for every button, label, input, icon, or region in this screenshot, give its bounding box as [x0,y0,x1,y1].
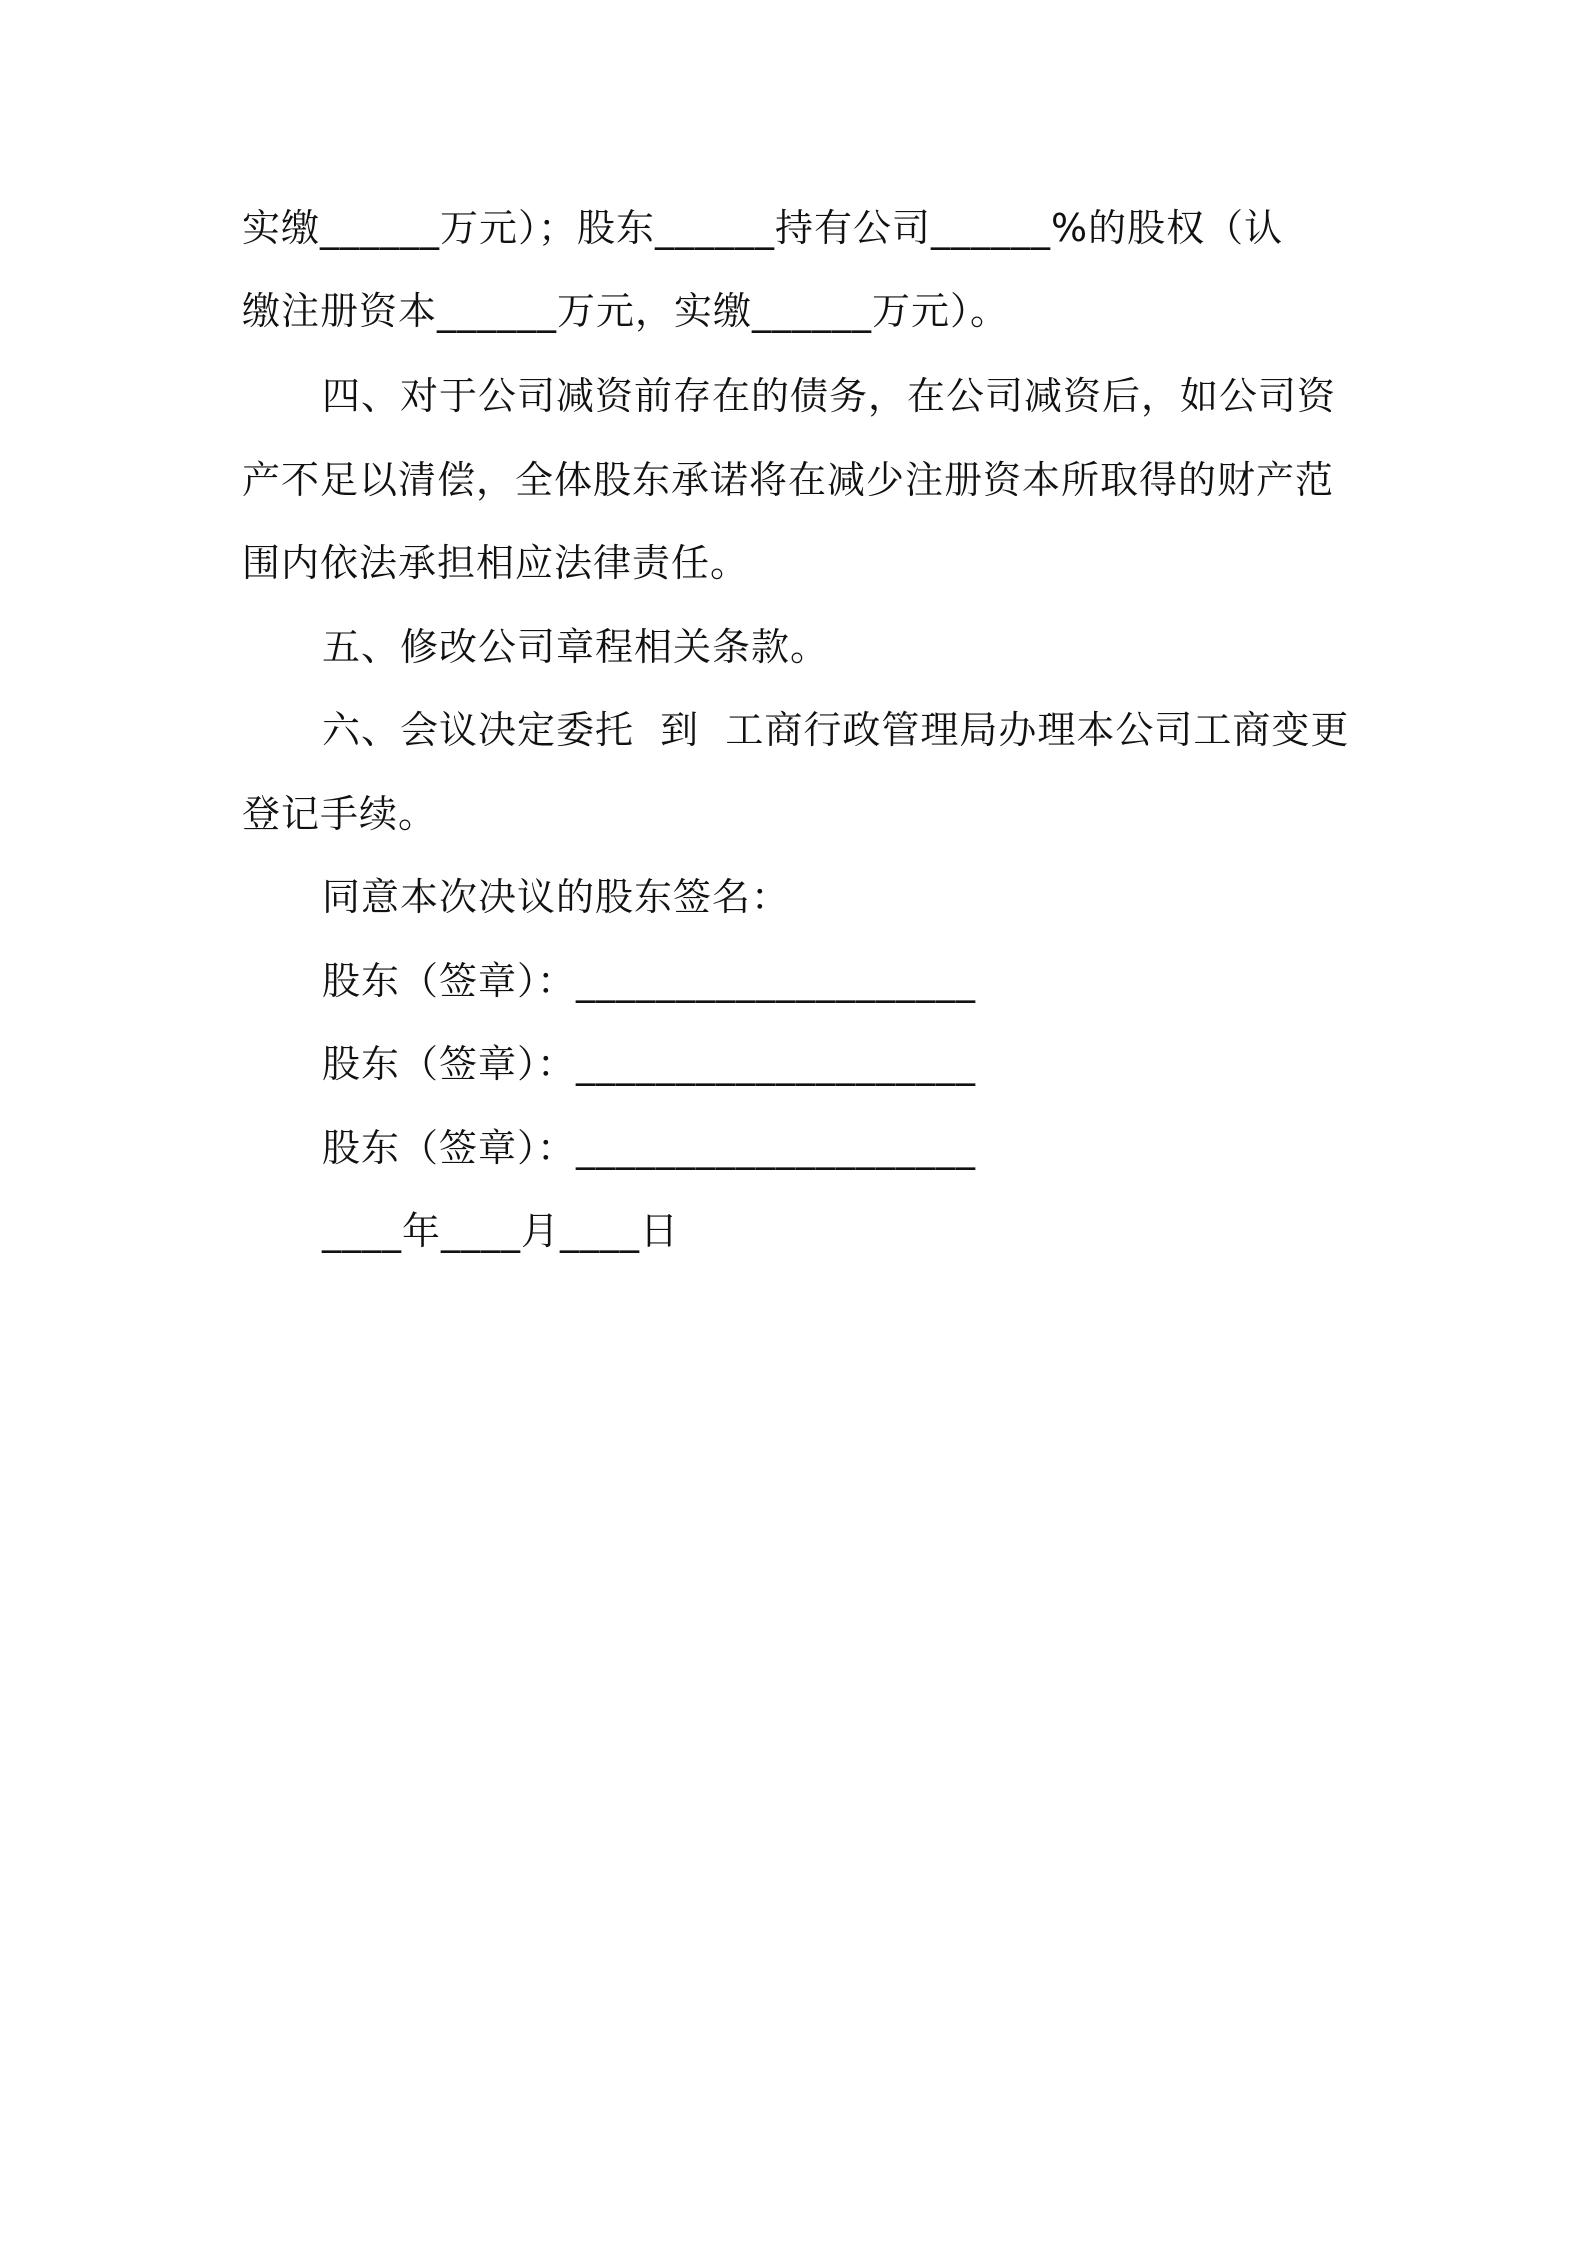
paragraph-four-line-1: 四、对于公司减资前存在的债务，在公司减资后，如公司资 [322,374,1337,418]
shareholder-signature-line-3: 股东（签章）：____________________ [322,1126,977,1170]
date-line: ____年____月____日 [322,1209,680,1253]
shareholder-signature-line-1: 股东（签章）：____________________ [322,959,977,1003]
paragraph-three-line-2: 缴注册资本______万元，实缴______万元）。 [242,289,1010,333]
paragraph-six-line-2: 登记手续。 [242,792,438,836]
shareholder-signature-line-2: 股东（签章）：____________________ [322,1042,977,1086]
paragraph-five: 五、修改公司章程相关条款。 [322,625,830,669]
paragraph-four-line-3: 围内依法承担相应法律责任。 [242,541,750,585]
paragraph-four-line-2: 产不足以清偿，全体股东承诺将在减少注册资本所取得的财产范 [242,458,1335,502]
paragraph-three-line-1: 实缴______万元）；股东______持有公司______%的股权（认 [242,206,1284,250]
signature-heading: 同意本次决议的股东签名： [322,875,791,919]
paragraph-six-line-1: 六、会议决定委托 到 工商行政管理局办理本公司工商变更 [322,708,1350,752]
